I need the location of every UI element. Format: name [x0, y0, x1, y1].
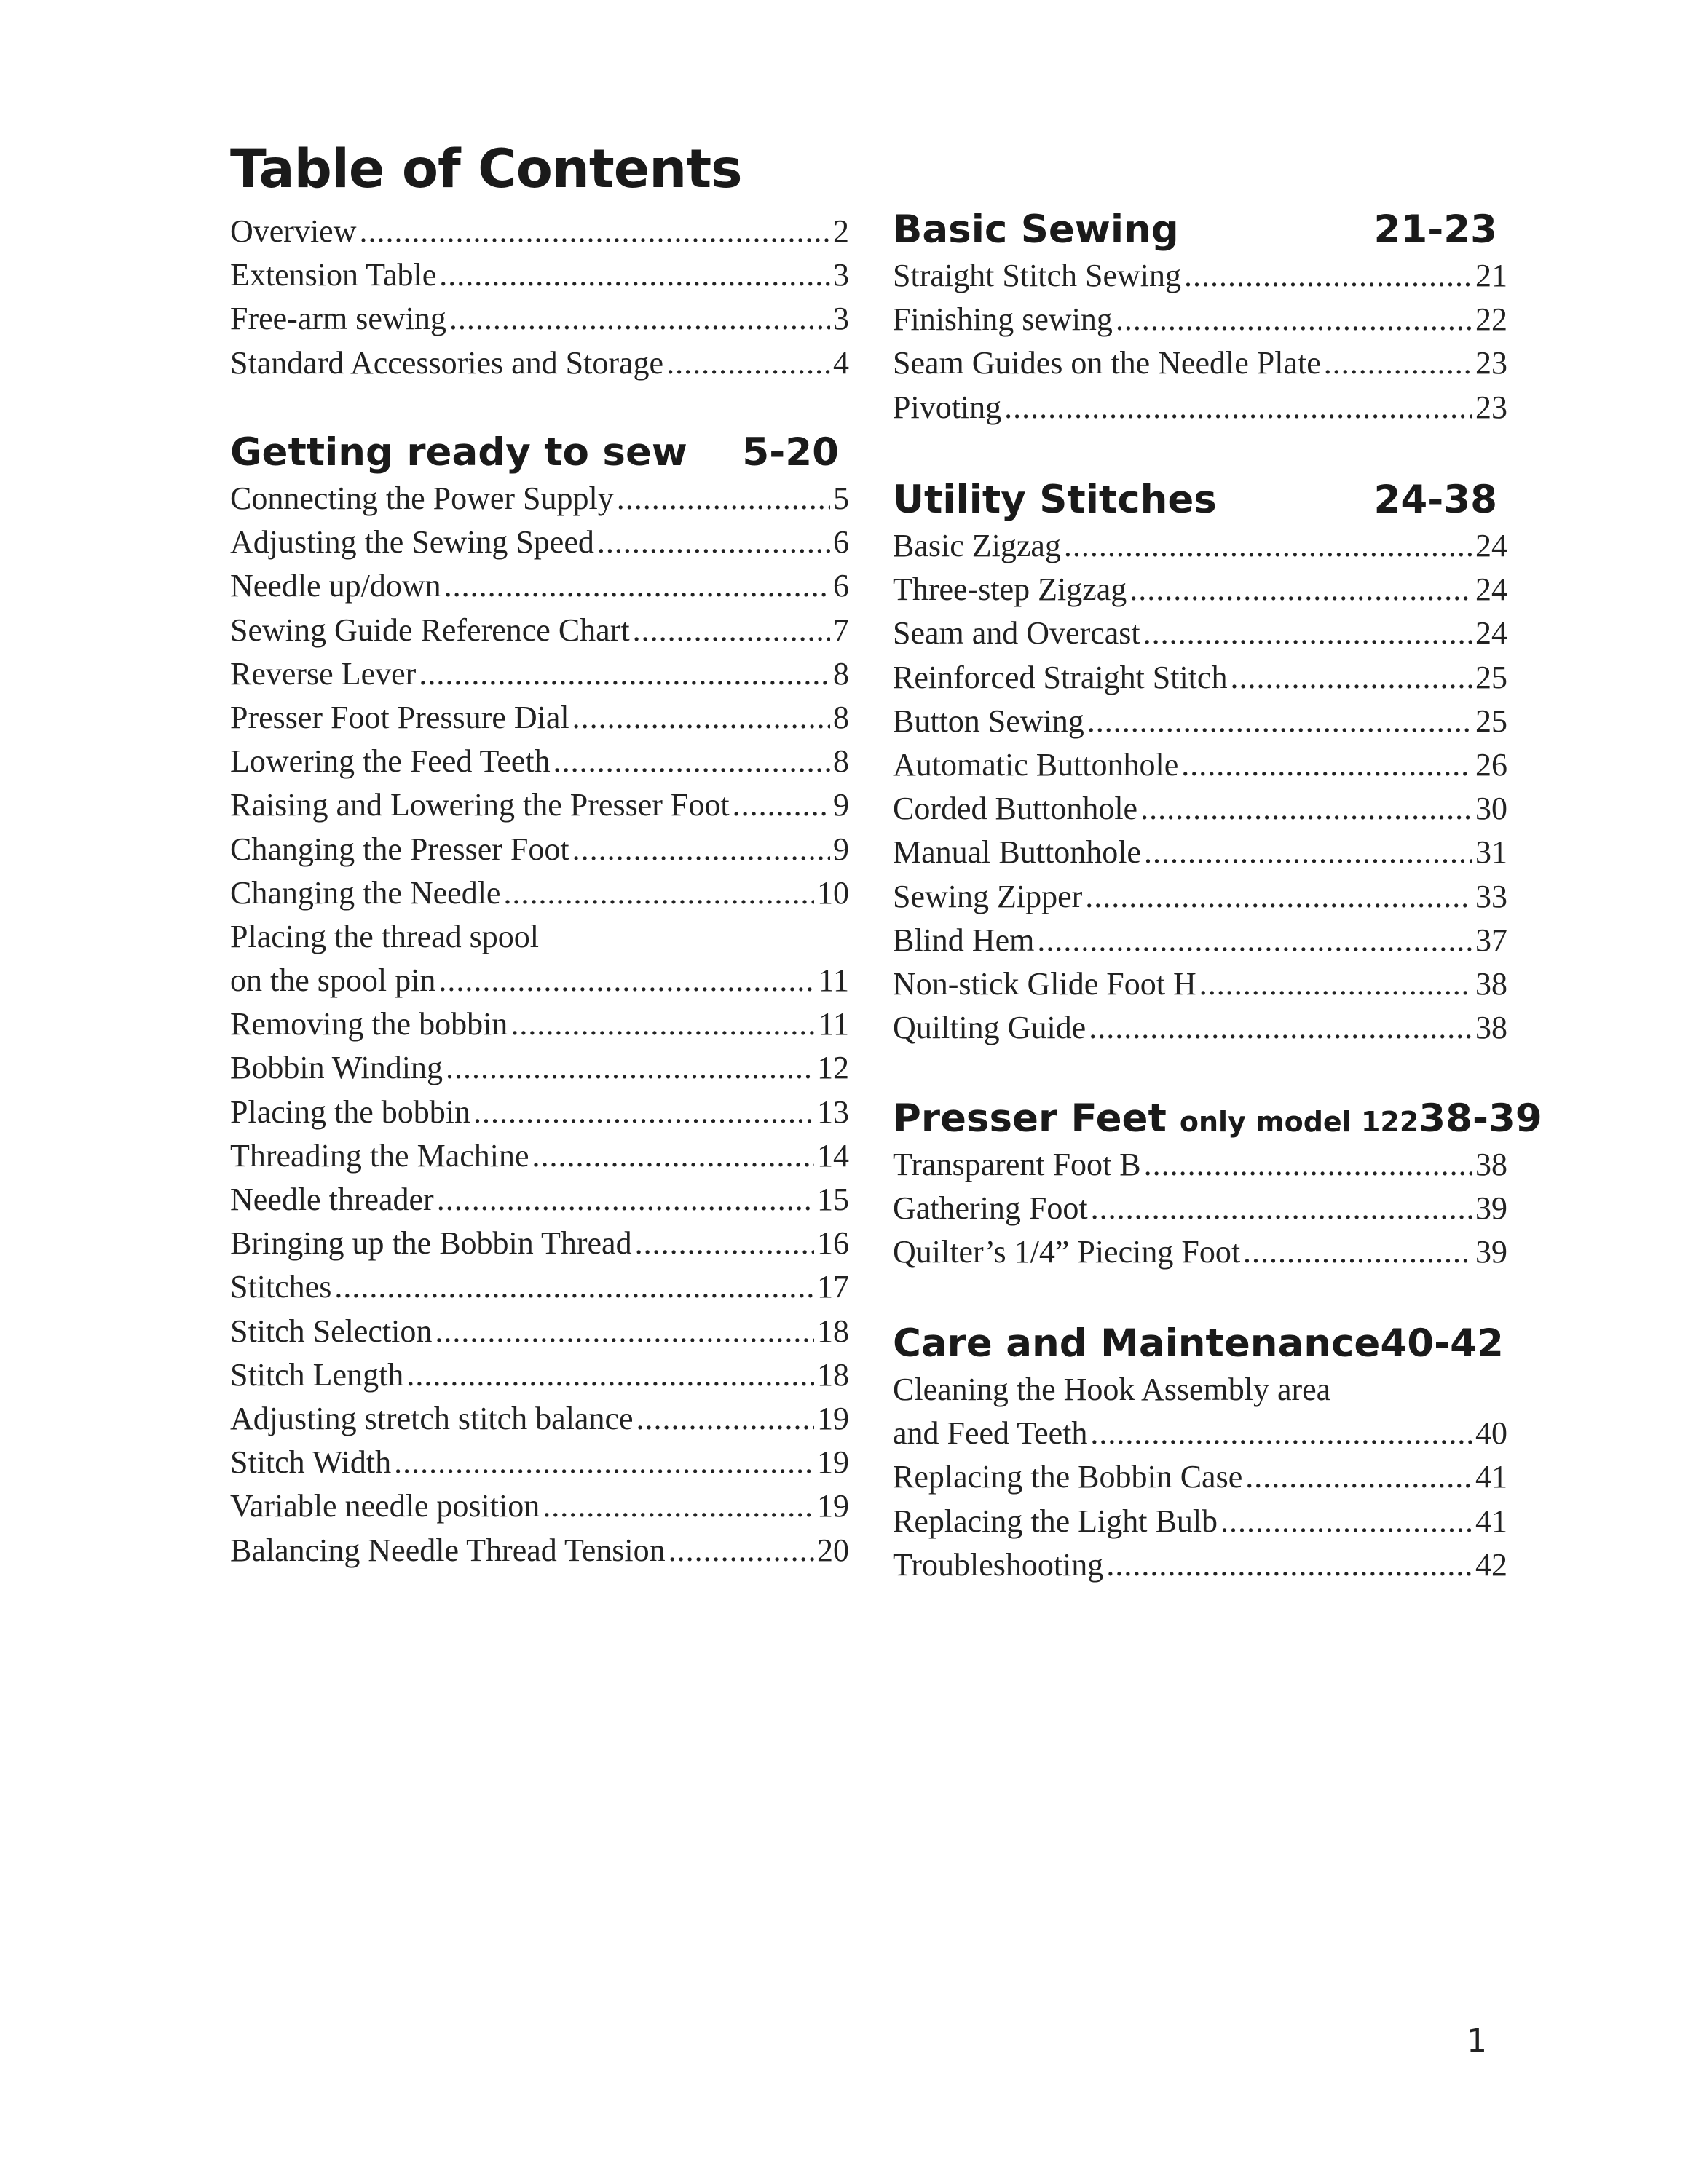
toc-entry[interactable]: Quilter’s 1/4” Piecing Foot ..... 39 [893, 1230, 1507, 1274]
toc-entry-line2[interactable]: and Feed Teeth ..... 40 [893, 1412, 1507, 1455]
toc-entry[interactable]: Extension Table ..... 3 [230, 253, 849, 297]
toc-entry[interactable]: Finishing sewing ..... 22 [893, 298, 1507, 341]
toc-entry[interactable]: Connecting the Power Supply ..... 5 [230, 477, 849, 521]
toc-entry[interactable]: Removing the bobbin ..... 11 [230, 1002, 849, 1046]
toc-entry[interactable]: Overview ..... 2 [230, 210, 849, 253]
toc-entry[interactable]: Automatic Buttonhole ..... 26 [893, 743, 1507, 787]
page-title: Table of Contents [230, 138, 742, 200]
care-list [893, 1368, 1507, 1587]
page-number: 1 [1467, 2022, 1487, 2060]
toc-entry[interactable]: Variable needle position ..... 19 [230, 1484, 849, 1528]
section-getting-ready [230, 428, 849, 1572]
toc-entry[interactable]: Sewing Zipper ..... 33 [893, 875, 1507, 919]
toc-entry[interactable]: Manual Buttonhole ..... 31 [893, 831, 1507, 874]
toc-entry[interactable]: Stitches ..... 17 [230, 1265, 849, 1309]
toc-entry[interactable]: Blind Hem ..... 37 [893, 919, 1507, 962]
section-page-range: 40-42 [1380, 1321, 1504, 1366]
toc-entry[interactable]: Standard Accessories and Storage ..... 4 [230, 341, 849, 385]
toc-entry[interactable]: Bringing up the Bobbin Thread ..... 16 [230, 1222, 849, 1265]
toc-entry[interactable]: Corded Buttonhole ..... 30 [893, 787, 1507, 831]
toc-entry[interactable]: Quilting Guide ..... 38 [893, 1006, 1507, 1050]
toc-entry[interactable]: Stitch Selection ..... 18 [230, 1310, 849, 1353]
section-basic-sewing [893, 205, 1507, 430]
toc-entry[interactable]: Changing the Presser Foot ..... 9 [230, 828, 849, 871]
toc-entry[interactable]: Raising and Lowering the Presser Foot ..... 9 [230, 783, 849, 827]
toc-entry[interactable]: Button Sewing ..... 25 [893, 700, 1507, 743]
toc-entry[interactable]: Adjusting the Sewing Speed ..... 6 [230, 521, 849, 564]
toc-entry[interactable]: Sewing Guide Reference Chart ..... 7 [230, 609, 849, 652]
section-page-range: 38-39 [1419, 1096, 1542, 1141]
toc-entry-line1[interactable]: Placing the thread spool [230, 918, 540, 954]
getting-ready-list [230, 477, 849, 1572]
toc-entry[interactable]: Stitch Width ..... 19 [230, 1441, 849, 1484]
toc-entry[interactable]: Troubleshooting ..... 42 [893, 1543, 1507, 1587]
toc-entry[interactable]: Reinforced Straight Stitch ..... 25 [893, 656, 1507, 700]
toc-entry[interactable]: Presser Foot Pressure Dial ..... 8 [230, 696, 849, 740]
section-heading: Presser Feet only model 122 38-39 [893, 1094, 1507, 1143]
toc-entry[interactable]: Stitch Length ..... 18 [230, 1353, 849, 1397]
toc-entry[interactable]: Reverse Lever ..... 8 [230, 652, 849, 696]
toc-entry[interactable]: Threading the Machine ..... 14 [230, 1134, 849, 1178]
section-heading: Basic Sewing 21-23 [893, 205, 1507, 254]
toc-entry[interactable]: Balancing Needle Thread Tension ..... 20 [230, 1529, 849, 1572]
toc-entry[interactable]: Placing the bobbin ..... 13 [230, 1091, 849, 1134]
toc-entry[interactable]: Bobbin Winding ..... 12 [230, 1046, 849, 1090]
section-heading: Getting ready to sew 5-20 [230, 428, 849, 477]
toc-entry[interactable]: Adjusting stretch stitch balance ..... 19 [230, 1397, 849, 1441]
toc-entry-line1[interactable]: Cleaning the Hook Assembly area [893, 1372, 1331, 1407]
toc-entry[interactable]: Replacing the Bobbin Case ..... 41 [893, 1455, 1507, 1499]
toc-entry[interactable]: Replacing the Light Bulb ..... 41 [893, 1500, 1507, 1543]
section-heading: Utility Stitches 24-38 [893, 475, 1507, 524]
section-presser-feet [893, 1094, 1542, 1275]
section-utility-stitches [893, 475, 1507, 1050]
section-heading: Care and Maintenance 40-42 [893, 1319, 1507, 1368]
intro-section [230, 210, 849, 385]
section-subtitle: only model 122 [1179, 1106, 1419, 1138]
toc-entry[interactable]: Three-step Zigzag ..... 24 [893, 568, 1507, 612]
toc-entry[interactable]: Basic Zigzag ..... 24 [893, 524, 1507, 568]
toc-entry[interactable]: Gathering Foot ..... 39 [893, 1187, 1507, 1230]
utility-stitches-list [893, 524, 1507, 1050]
toc-entry[interactable]: Lowering the Feed Teeth ..... 8 [230, 740, 849, 783]
toc-entry[interactable]: Changing the Needle ..... 10 [230, 871, 849, 915]
toc-entry[interactable]: Free-arm sewing ..... 3 [230, 297, 849, 341]
toc-entry[interactable]: Seam Guides on the Needle Plate ..... 23 [893, 341, 1507, 385]
toc-entry-line2[interactable]: on the spool pin ..... 11 [230, 959, 849, 1002]
toc-entry[interactable]: Pivoting ..... 23 [893, 386, 1507, 430]
presser-feet-list [893, 1143, 1507, 1275]
toc-entry[interactable]: Needle up/down ..... 6 [230, 564, 849, 608]
section-page-range: 24-38 [1373, 478, 1497, 522]
section-page-range: 5-20 [742, 430, 839, 475]
toc-entry[interactable]: Transparent Foot B ..... 38 [893, 1143, 1507, 1187]
toc-entry[interactable]: Needle threader ..... 15 [230, 1178, 849, 1222]
toc-entry[interactable]: Straight Stitch Sewing ..... 21 [893, 254, 1507, 298]
section-care-maintenance [893, 1319, 1507, 1587]
section-page-range: 21-23 [1373, 207, 1497, 252]
basic-sewing-list [893, 254, 1507, 430]
toc-entry[interactable]: Seam and Overcast ..... 24 [893, 612, 1507, 655]
intro-list [230, 210, 849, 385]
toc-entry[interactable]: Non-stick Glide Foot H ..... 38 [893, 962, 1507, 1006]
